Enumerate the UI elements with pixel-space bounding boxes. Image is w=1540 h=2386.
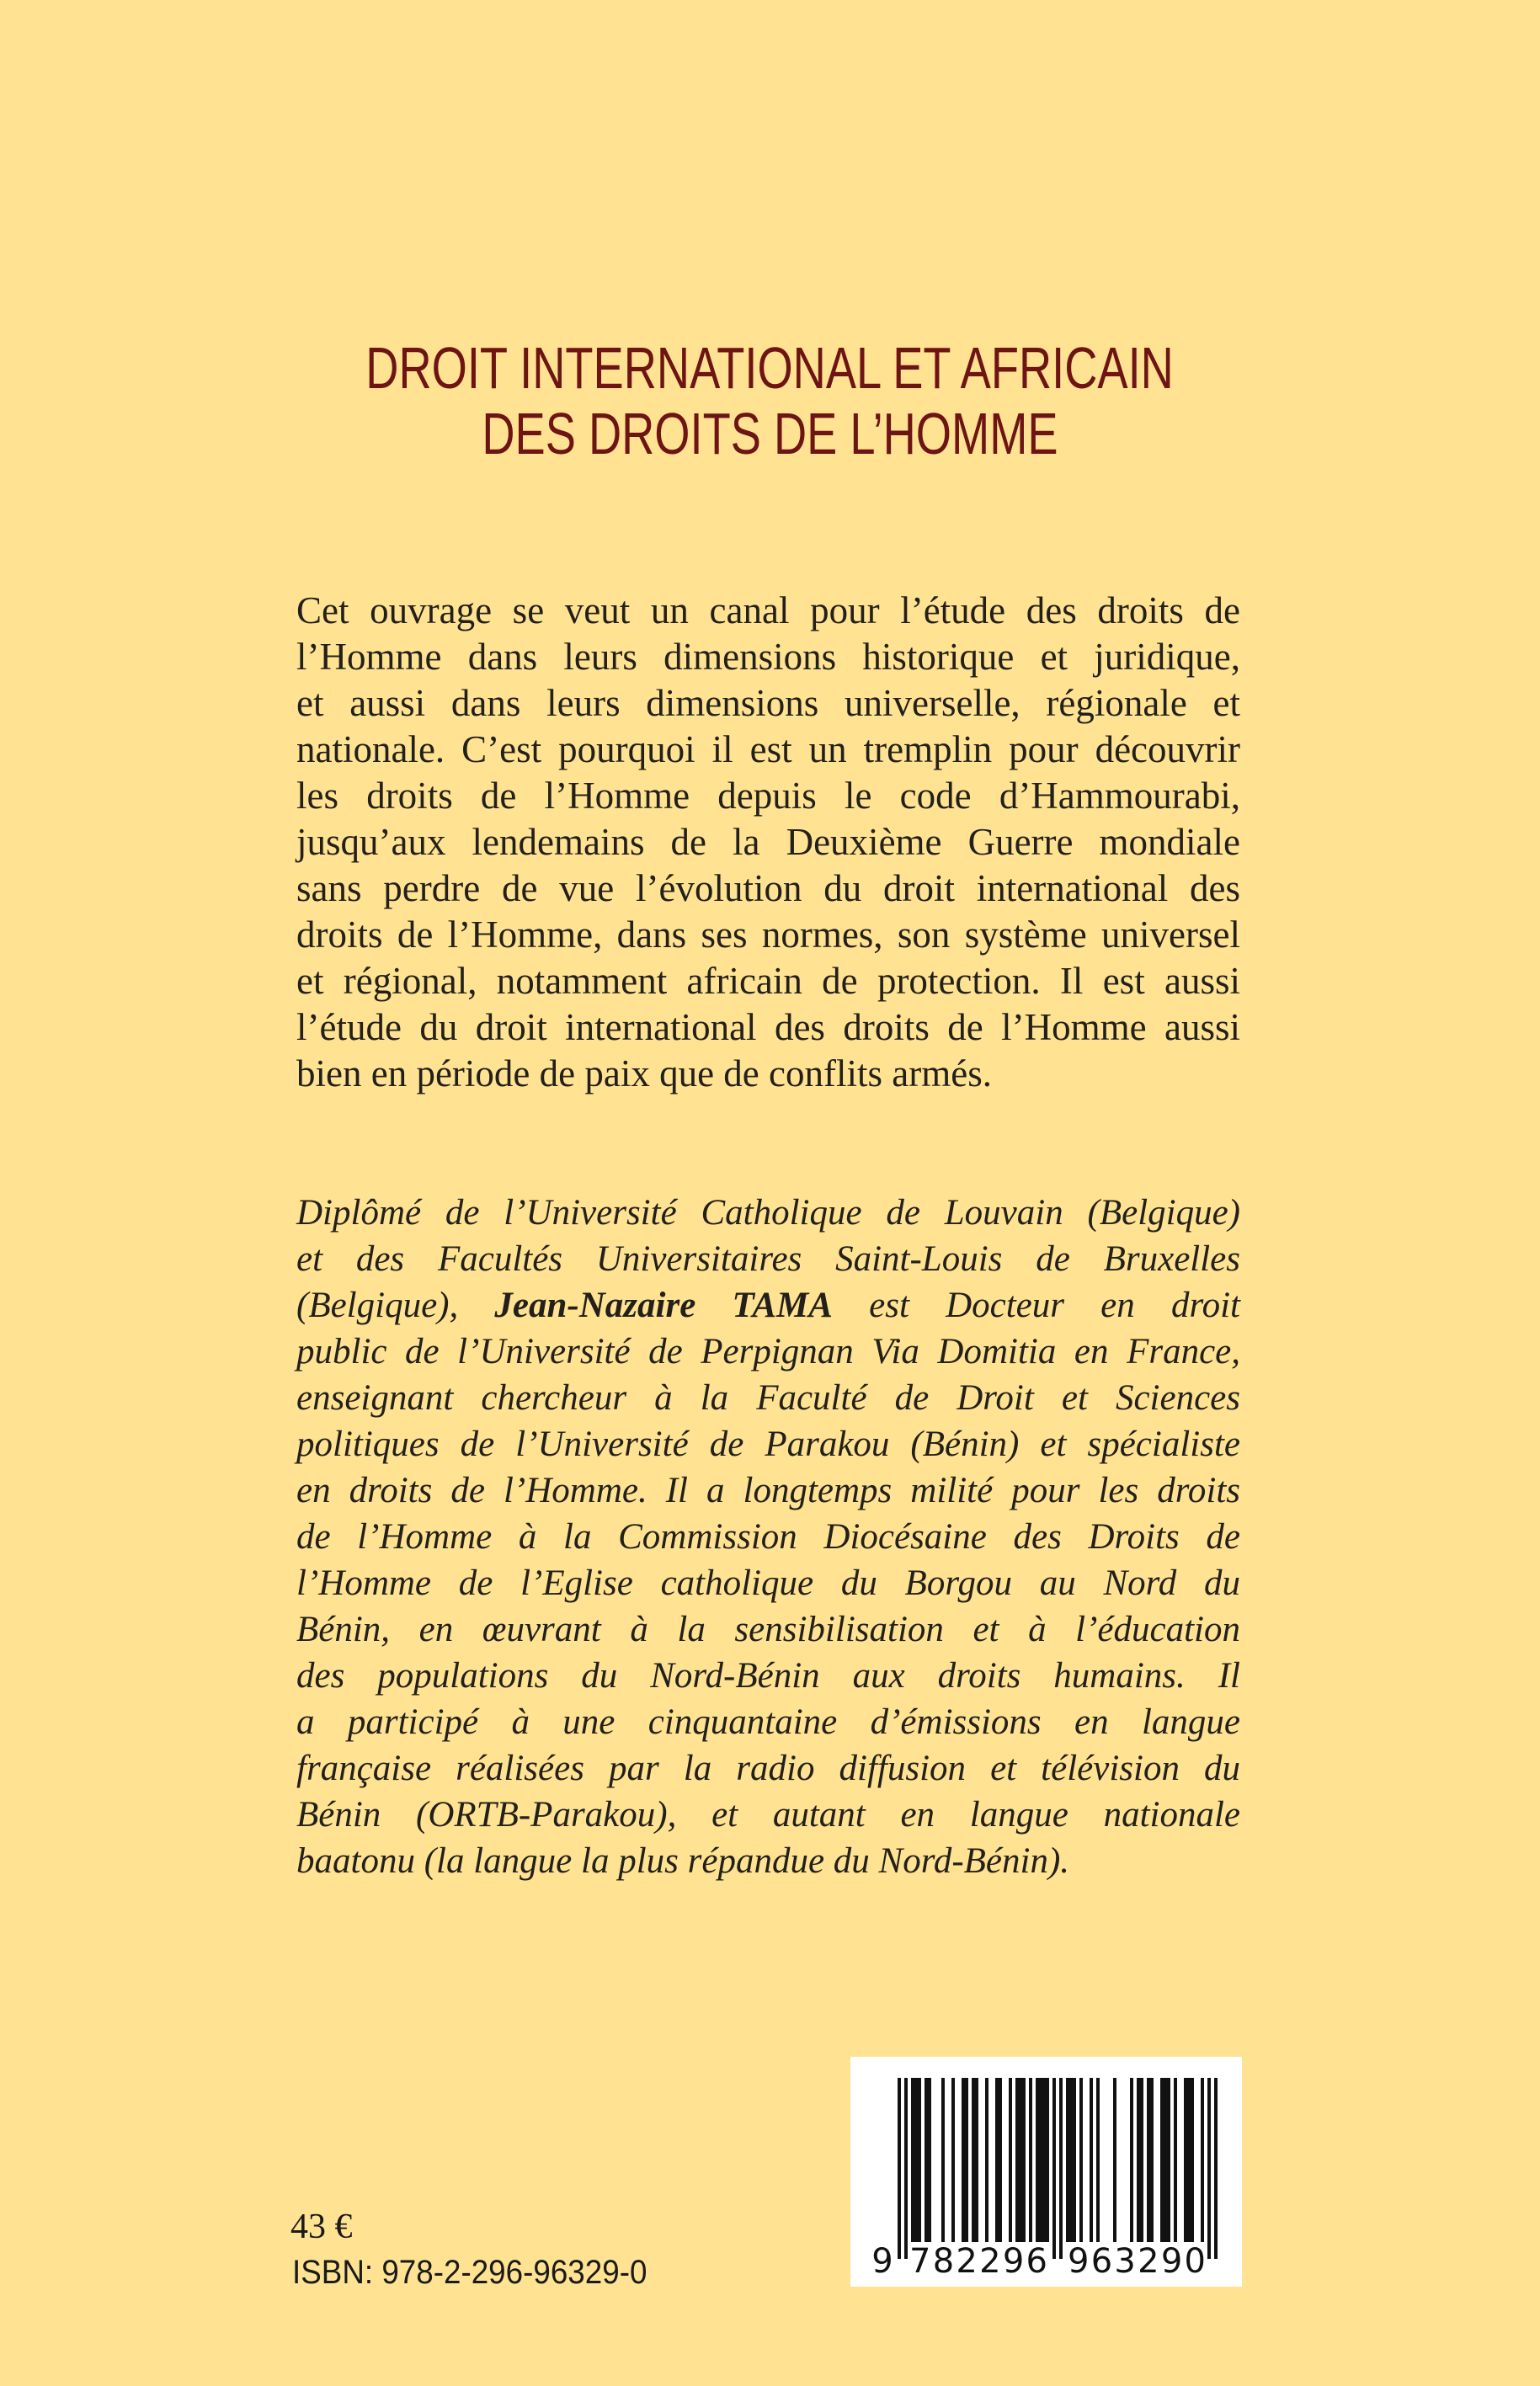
summary-line: l’étude du droit international des droits de l’Homme aussi: [296, 1006, 1240, 1048]
summary-line: l’Homme dans leurs dimensions historique et juridique,: [296, 636, 1240, 678]
bio-line: des populations du Nord-Bénin aux droits humains. Il: [296, 1656, 1240, 1696]
book-summary: [296, 588, 1240, 1097]
summary-line: et régional, notamment africain de protection. Il est aussi: [296, 960, 1240, 1002]
bio-line: Bénin, en œuvrant à la sensibilisation et à l’éducation: [296, 1610, 1240, 1649]
bio-line3-before: (Belgique),: [296, 1286, 495, 1325]
bio-line: politiques de l’Université de Parakou (Bénin) et spécialiste: [296, 1425, 1240, 1464]
book-title: [0, 335, 1540, 466]
summary-line: sans perdre de vue l’évolution du droit international des: [296, 867, 1240, 909]
bio-line3-after: est Docteur en droit: [832, 1286, 1240, 1325]
bio-line-with-author: [296, 1282, 1240, 1329]
title-line-1-text: DROIT INTERNATIONAL ET AFRICAIN: [365, 335, 1175, 401]
bio-line: de l’Homme à la Commission Diocésaine des Droits de: [296, 1517, 1240, 1557]
svg-text:963290: 963290: [1068, 2242, 1206, 2281]
author-name: Jean-Nazaire TAMA: [494, 1286, 833, 1325]
bio-line: baatonu (la langue la plus répandue du Nord-Bénin).: [296, 1841, 1070, 1881]
bio-line: Bénin (ORTB-Parakou), et autant en langue nationale: [296, 1795, 1240, 1835]
summary-line: bien en période de paix que de conflits armés.: [296, 1052, 992, 1094]
svg-text:9: 9: [871, 2242, 893, 2281]
title-line-2: [0, 401, 1540, 466]
svg-text:782296: 782296: [909, 2242, 1047, 2281]
bio-line: l’Homme de l’Eglise catholique du Borgou au Nord du: [296, 1563, 1240, 1603]
barcode-icon: [850, 2057, 1242, 2287]
summary-line: et aussi dans leurs dimensions universelle, régionale et: [296, 682, 1240, 724]
summary-line: Cet ouvrage se veut un canal pour l’étude des droits de: [296, 589, 1240, 631]
summary-line: droits de l’Homme, dans ses normes, son système universel: [296, 913, 1240, 956]
title-line-2-text: DES DROITS DE L’HOMME: [482, 401, 1058, 466]
summary-line: jusqu’aux lendemains de la Deuxième Guerre mondiale: [296, 821, 1240, 863]
price-label: 43 €: [290, 2208, 353, 2246]
bio-line: public de l’Université de Perpignan Via Domitia en France,: [296, 1332, 1240, 1371]
barcode: [850, 2057, 1242, 2287]
bio-line: et des Facultés Universitaires Saint-Louis de Bruxelles: [296, 1239, 1240, 1279]
author-biography: [296, 1190, 1240, 1884]
bio-line: Diplômé de l’Université Catholique de Louvain (Belgique): [296, 1193, 1240, 1233]
bio-line: enseignant chercheur à la Faculté de Droit et Sciences: [296, 1378, 1240, 1418]
bio-line: française réalisées par la radio diffusion et télévision du: [296, 1749, 1240, 1788]
summary-line: nationale. C’est pourquoi il est un tremplin pour découvrir: [296, 728, 1240, 770]
title-line-1: [0, 335, 1540, 401]
bio-line: en droits de l’Homme. Il a longtemps milité pour les droits: [296, 1471, 1240, 1510]
isbn-label: ISBN: 978-2-296-96329-0: [292, 2254, 647, 2291]
bio-line: a participé à une cinquantaine d’émissions en langue: [296, 1702, 1240, 1742]
summary-line: les droits de l’Homme depuis le code d’Hammourabi,: [296, 775, 1240, 817]
